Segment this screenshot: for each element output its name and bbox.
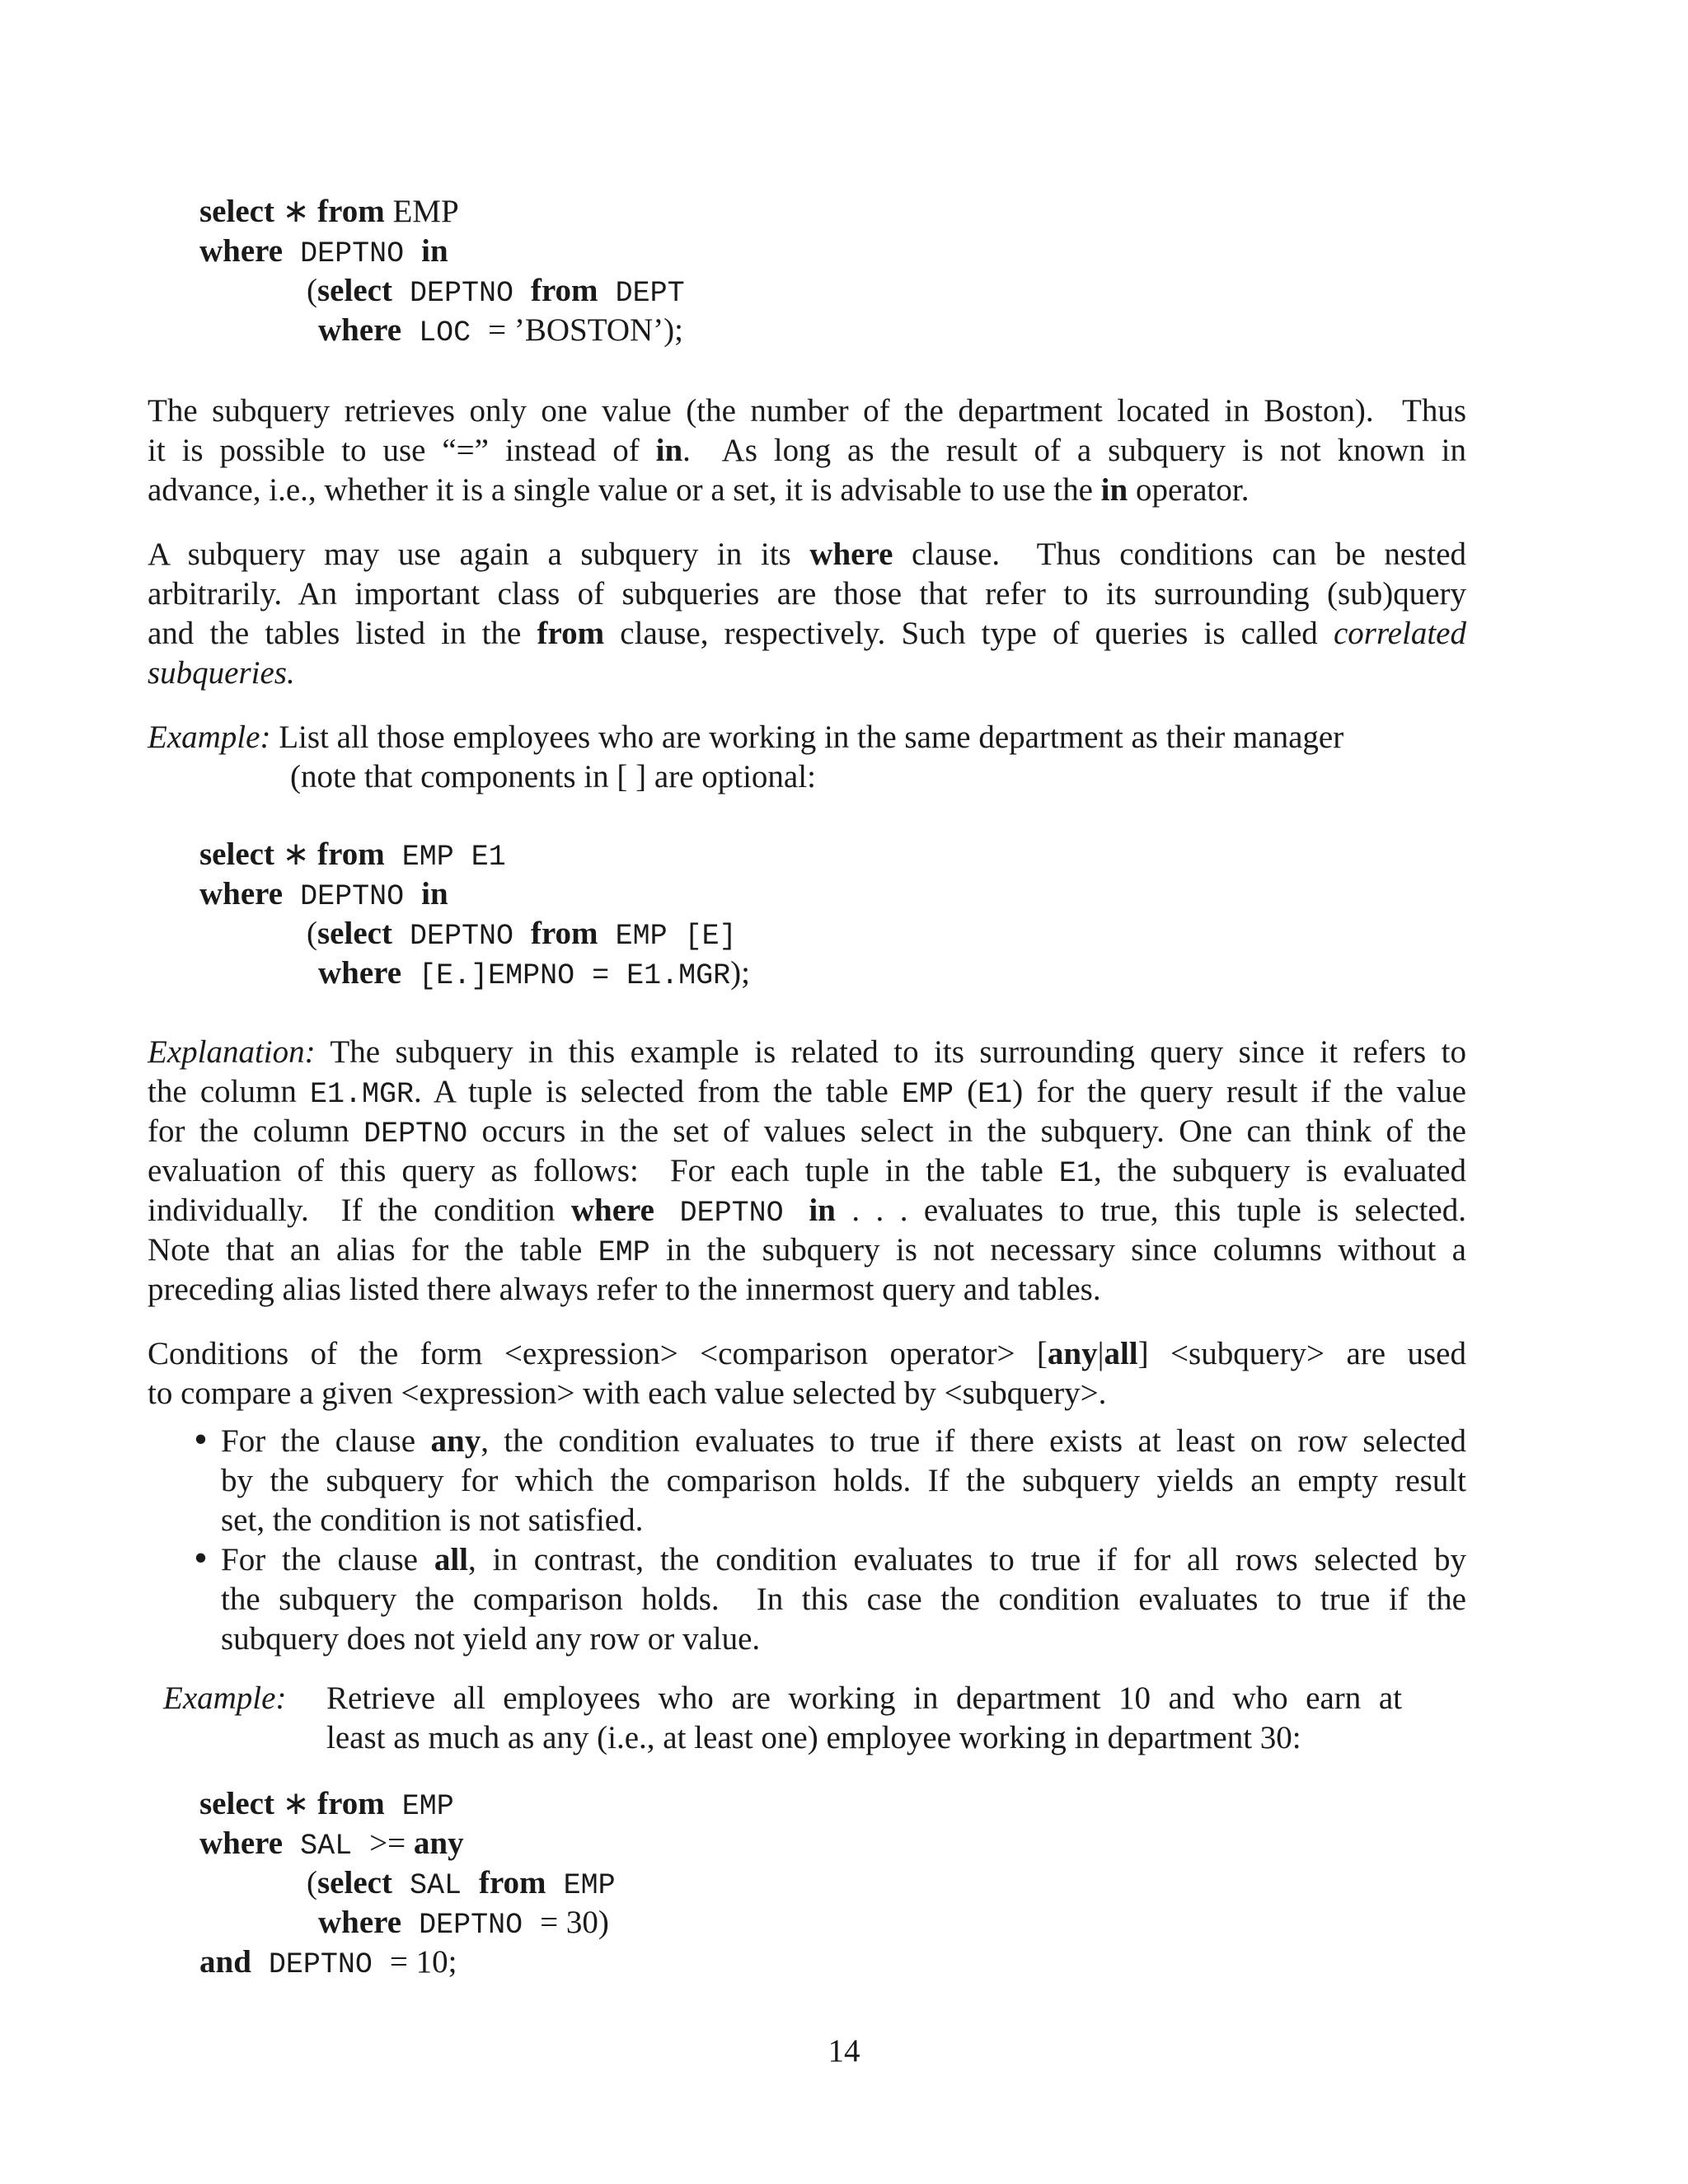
text-line: it is possible to use “=” instead of in. As long as the result of a subquery is not known in [148,433,1466,468]
text-line: (note that components in [ ] are optional: [290,759,816,794]
text-line: Example: List all those employees who are working in the same department as their manager [148,719,1344,755]
keyword: from [317,1786,385,1821]
text-line: subqueries. [148,655,295,691]
text-line: set, the condition is not satisfied. [221,1502,644,1538]
keyword: in [421,233,448,269]
text-line: to compare a given <expression> with each value selected by <subquery>. [148,1376,1107,1411]
text-line: and the tables listed in the from clause, respectively. Such type of queries is called correlated [148,616,1466,651]
text-line: arbitrarily. An important class of subqueries are those that refer to its surrounding (sub)query [148,576,1466,612]
keyword: from [317,194,385,229]
example-label: Example: [163,1680,287,1716]
code-line: and DEPTNO = 10; [199,1944,457,1981]
text-line: The subquery retrieves only one value (the number of the department located in Boston). Thus [148,393,1466,429]
text-line: subquery does not yield any row or value. [221,1621,761,1657]
keyword: where [199,876,284,912]
keyword: any [413,1825,464,1861]
code-line: select ∗ from EMP E1 [199,837,506,874]
keyword: from [317,837,385,872]
text-line: the subquery the comparison holds. In this case the condition evaluates to true if the [221,1582,1466,1617]
code-line: where DEPTNO = 30) [318,1905,609,1942]
explanation-label: Explanation: [148,1034,316,1070]
text-line: evaluation of this query as follows: For each tuple in the table E1, the subquery is evaluated [148,1153,1466,1190]
keyword: in [421,876,448,912]
keyword: from [530,916,598,951]
code-line: where SAL >= any [199,1825,464,1863]
keyword: where [199,1825,284,1861]
text-line: For the clause all, in contrast, the condition evaluates to true if for all rows selected by [221,1542,1466,1577]
keyword: where [318,1905,402,1940]
keyword: select [317,273,392,308]
text-line: Retrieve all employees who are working in department 10 and who earn at [326,1680,1402,1716]
text-line: for the column DEPTNO occurs in the set of values select in the subquery. One can think of the [148,1113,1466,1151]
keyword: from [530,273,598,308]
keyword: where [199,233,284,269]
code-line: where [E.]EMPNO = E1.MGR); [318,955,750,992]
code-line: where LOC = ’BOSTON’); [318,312,683,349]
text-line: the column E1.MGR. A tuple is selected from the table EMP (E1) for the query result if the value [148,1074,1466,1111]
code-line: (select DEPTNO from DEPT [307,273,685,310]
keyword: select [199,194,274,229]
text-line: advance, i.e., whether it is a single value or a set, it is advisable to use the in operator. [148,472,1250,508]
keyword: select [199,837,274,872]
keyword: select [317,916,392,951]
code-line: select ∗ from EMP [199,1786,454,1823]
page-number: 14 [828,2033,860,2069]
keyword: select [199,1786,274,1821]
code-line: where DEPTNO in [199,876,448,913]
text-line: least as much as any (i.e., at least one) employee working in department 30: [326,1720,1301,1755]
text-line: Explanation: The subquery in this example is related to its surrounding query since it refers to [148,1034,1466,1070]
keyword: where [318,312,402,348]
text-line: preceding alias listed there always refer to the innermost query and tables. [148,1272,1101,1307]
text-line: Conditions of the form <expression> <comparison operator> [any|all] <subquery> are used [148,1336,1466,1371]
text-line: For the clause any, the condition evaluates to true if there exists at least on row selected [221,1423,1466,1459]
keyword: from [478,1865,546,1900]
code-line: (select SAL from EMP [307,1865,616,1902]
code-line: select ∗ from EMP [199,194,459,229]
keyword: and [199,1944,251,1980]
bullet-icon: • [191,1541,211,1578]
text-line: by the subquery for which the comparison holds. If the subquery yields an empty result [221,1463,1466,1498]
code-line: (select DEPTNO from EMP [E] [307,916,737,953]
text-line: A subquery may use again a subquery in its where clause. Thus conditions can be nested [148,537,1467,572]
keyword: where [318,955,402,991]
text-line: Note that an alias for the table EMP in the subquery is not necessary since columns without a [148,1232,1466,1269]
text-line: individually. If the condition where DEPTNO in . . . evaluates to true, this tuple is selected. [148,1193,1466,1230]
keyword: select [317,1865,392,1900]
code-line: where DEPTNO in [199,233,448,270]
example-label: Example: [148,719,271,755]
bullet-icon: • [191,1422,211,1460]
